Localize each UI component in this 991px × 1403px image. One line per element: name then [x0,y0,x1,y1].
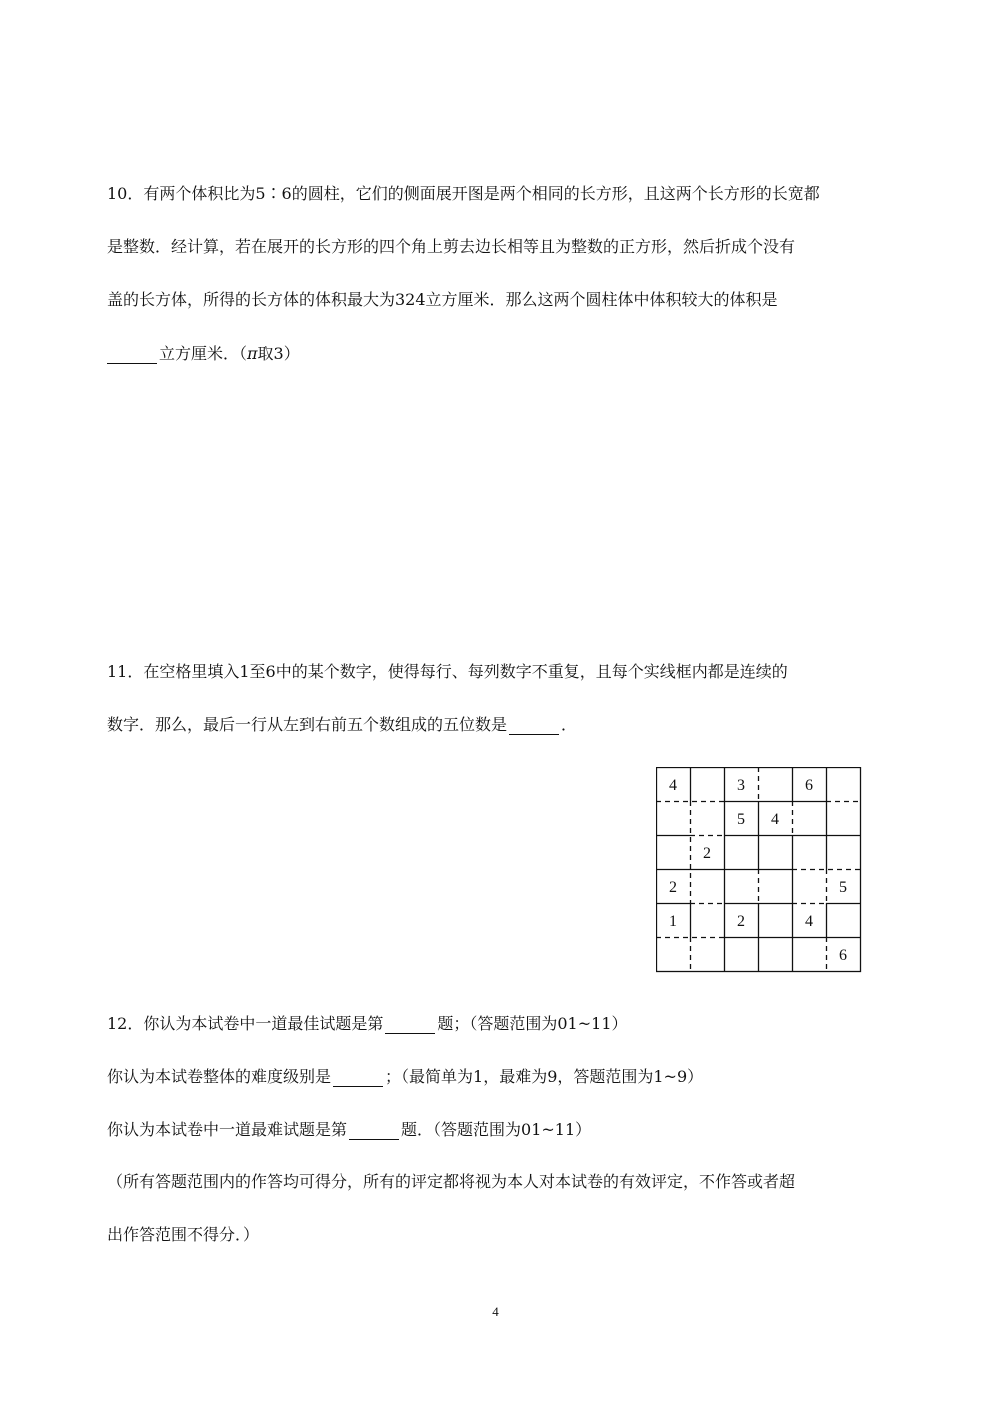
q11-line-2 [107,712,577,735]
page-number: 4 [492,1304,499,1319]
q12-best-blank[interactable] [385,1014,435,1034]
q12-difficulty-prompt: 你认为本试卷整体的难度级别是 [107,1067,332,1086]
grid-cell-r5c5: 4 [805,913,813,930]
grid-cell-r1c5: 6 [805,777,813,794]
q12-line-3 [107,1117,591,1140]
q11-prompt: 数字．那么，最后一行从左到右前五个数组成的五位数是 [107,715,508,734]
q11-period: ． [561,715,578,734]
q10-answer-blank[interactable] [107,344,157,364]
q12-best-prompt: 12．你认为本试卷中一道最佳试题是第 [107,1014,384,1033]
q12-hardest-blank[interactable] [349,1120,399,1140]
q12-best-range: 题；（答题范围为01~11） [437,1014,628,1033]
q10-line-2: 是整数．经计算，若在展开的长方形的四个角上剪去边长相等且为整数的正方形，然后折成个没有 [107,237,796,256]
q12-difficulty-blank[interactable] [333,1067,383,1087]
grid-cell-r3c2: 2 [703,845,711,862]
q10-line-4 [107,341,300,364]
puzzle-grid [656,767,864,975]
q12-hardest-prompt: 你认为本试卷中一道最难试题是第 [107,1120,348,1139]
grid-cell-r5c3: 2 [737,913,745,930]
q10-line-1: 10．有两个体积比为5∶6的圆柱，它们的侧面展开图是两个相同的长方形，且这两个长方形的长宽都 [107,184,820,203]
grid-cell-r4c6: 5 [839,879,847,896]
grid-cell-r5c1: 1 [669,913,677,930]
q12-hardest-range: 题．（答题范围为01~11） [401,1120,592,1139]
q12-note-line-2: 出作答范围不得分．） [107,1225,260,1244]
grid-cell-r4c1: 2 [669,879,677,896]
pi-symbol: π [247,344,258,363]
q12-difficulty-range: ；（最简单为1，最难为9，答题范围为1~9） [385,1067,704,1086]
grid-cell-r2c3: 5 [737,811,745,828]
grid-cell-r1c1: 4 [669,777,677,794]
q11-line-1: 11．在空格里填入1至6中的某个数字，使得每行、每列数字不重复，且每个实线框内都是连续的 [107,662,788,681]
grid-cell-r2c4: 4 [771,811,779,828]
q12-note-line-1: （所有答题范围内的作答均可得分，所有的评定都将视为本人对本试卷的有效评定，不作答或者超 [107,1172,796,1191]
grid-cell-r6c6: 6 [839,947,847,964]
q10-unit-text: 立方厘米．（ [159,344,248,363]
q10-line-3: 盖的长方体，所得的长方体的体积最大为324立方厘米．那么这两个圆柱体中体积较大的体积是 [107,290,778,309]
q12-line-2 [107,1064,703,1087]
q11-answer-blank[interactable] [509,715,559,735]
grid-cell-r1c3: 3 [737,777,745,794]
q10-pi-note: 取3） [257,344,300,363]
q12-line-1 [107,1011,628,1034]
